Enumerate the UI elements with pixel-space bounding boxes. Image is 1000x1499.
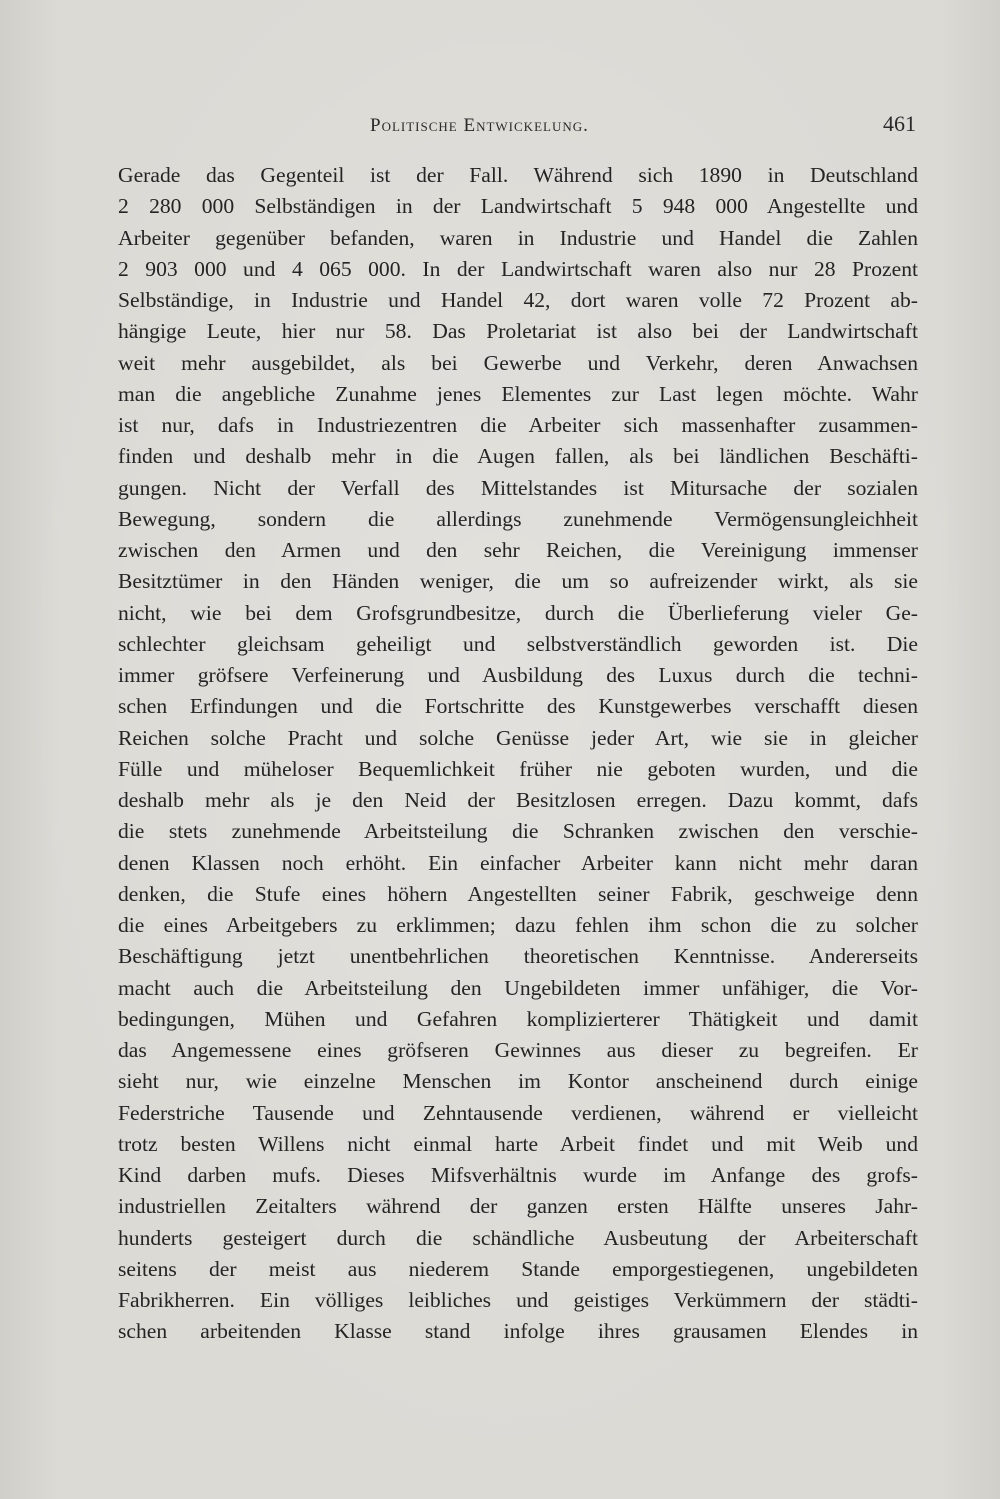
text-line: Bewegung, sondern die allerdings zunehmende Vermögensungleichheit (118, 506, 918, 531)
text-line: finden und deshalb mehr in die Augen fallen, als bei ländlichen Beschäfti- (118, 444, 918, 469)
text-line: die stets zunehmende Arbeitsteilung die Schranken zwischen den verschie- (118, 819, 918, 844)
text-line: schlechter gleichsam geheiligt und selbstverständlich geworden ist. Die (118, 631, 918, 656)
text-line: immer gröfsere Verfeinerung und Ausbildung des Luxus durch die techni- (118, 663, 918, 687)
text-line: weit mehr ausgebildet, als bei Gewerbe und Verkehr, deren Anwachsen (118, 350, 918, 375)
text-line: schen Erfindungen und die Fortschritte des Kunstgewerbes verschafft diesen (118, 694, 918, 719)
text-line: 2 280 000 Selbständigen in der Landwirtschaft 5 948 000 Angestellte und (118, 194, 918, 219)
text-line: gungen. Nicht der Verfall des Mittelstandes ist Mitursache der sozialen (118, 475, 918, 500)
text-line: Beschäftigung jetzt unentbehrlichen theoretischen Kenntnisse. Andererseits (118, 944, 918, 969)
text-line: zwischen den Armen und den sehr Reichen, die Vereinigung immenser (118, 538, 918, 562)
text-line: sieht nur, wie einzelne Menschen im Kontor anscheinend durch einige (118, 1069, 918, 1094)
text-line: Federstriche Tausende und Zehntausende verdienen, während er vielleicht (118, 1100, 918, 1125)
text-line: bedingungen, Mühen und Gefahren komplizierterer Thätigkeit und damit (118, 1006, 918, 1031)
running-head (118, 111, 918, 141)
text-line: schen arbeitenden Klasse stand infolge ihres grausamen Elendes in (118, 1319, 918, 1344)
text-line: denen Klassen noch erhöht. Ein einfacher Arbeiter kann nicht mehr daran (118, 850, 918, 875)
text-line: trotz besten Willens nicht einmal harte Arbeit findet und mit Weib und (118, 1131, 918, 1156)
text-line: seitens der meist aus niederem Stande emporgestiegenen, ungebildeten (118, 1256, 918, 1281)
text-line: nicht, wie bei dem Grofsgrundbesitze, durch die Überlieferung vieler Ge- (118, 600, 918, 625)
text-line: deshalb mehr als je den Neid der Besitzlosen erregen. Dazu kommt, dafs (118, 788, 918, 812)
text-line: Reichen solche Pracht und solche Genüsse jeder Art, wie sie in gleicher (118, 725, 918, 750)
running-title: Politische Entwickelung. (370, 115, 589, 136)
text-line: Besitztümer in den Händen weniger, die um so aufreizender wirkt, als sie (118, 569, 918, 594)
text-line: Fülle und müheloser Bequemlichkeit früher nie geboten wurden, und die (118, 756, 918, 781)
text-line: macht auch die Arbeitsteilung den Ungebildeten immer unfähiger, die Vor- (118, 975, 918, 1000)
text-line: Gerade das Gegenteil ist der Fall. Während sich 1890 in Deutschland (118, 163, 918, 187)
text-line: das Angemessene eines gröfseren Gewinnes aus dieser zu begreifen. Er (118, 1038, 918, 1062)
text-line: Kind darben mufs. Dieses Mifsverhältnis wurde im Anfange des grofs- (118, 1163, 918, 1187)
text-line: die eines Arbeitgebers zu erklimmen; dazu fehlen ihm schon die zu solcher (118, 913, 918, 937)
text-line: denken, die Stufe eines höhern Angestellten seiner Fabrik, geschweige denn (118, 881, 918, 906)
body-text (118, 160, 918, 1348)
text-line: industriellen Zeitalters während der ganzen ersten Hälfte unseres Jahr- (118, 1194, 918, 1219)
page-number: 461 (883, 111, 916, 136)
text-line: Arbeiter gegenüber befanden, waren in Industrie und Handel die Zahlen (118, 225, 918, 250)
text-line: ist nur, dafs in Industriezentren die Arbeiter sich massenhafter zusammen- (118, 413, 918, 437)
text-line: Fabrikherren. Ein völliges leibliches und geistiges Verkümmern der städti- (118, 1288, 918, 1312)
text-line: man die angebliche Zunahme jenes Elementes zur Last legen möchte. Wahr (118, 381, 918, 406)
text-line: hängige Leute, hier nur 58. Das Proletariat ist also bei der Landwirtschaft (118, 319, 918, 344)
text-line: hunderts gesteigert durch die schändliche Ausbeutung der Arbeiterschaft (118, 1225, 918, 1250)
text-line: Selbständige, in Industrie und Handel 42, dort waren volle 72 Prozent ab- (118, 288, 918, 312)
text-line: 2 903 000 und 4 065 000. In der Landwirtschaft waren also nur 28 Prozent (118, 256, 918, 281)
